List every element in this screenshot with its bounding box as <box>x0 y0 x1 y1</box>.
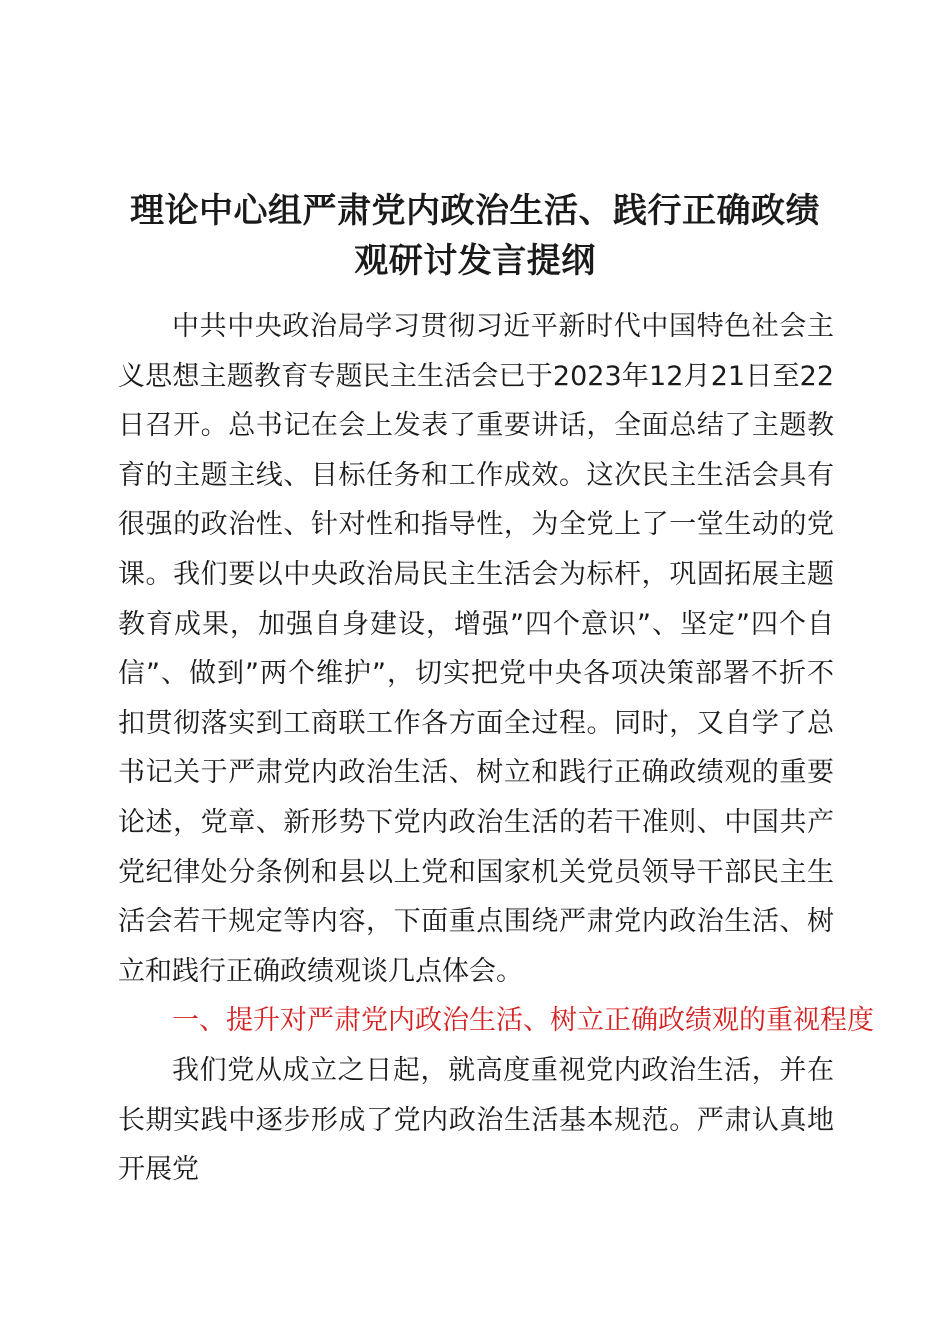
title-line-1: 理论中心组严肃党内政治生活、践行正确政绩 <box>130 191 820 231</box>
section-1-paragraph: 我们党从成立之日起，就高度重视党内政治生活，并在长期实践中逐步形成了党内政治生活基本规范。严肃认真地开展党 <box>118 1054 834 1186</box>
title-line-2: 观研讨发言提纲 <box>354 241 596 281</box>
document-title <box>110 186 840 286</box>
section-heading-1: 一、提升对严肃党内政治生活、树立正确政绩观的重视程度 <box>172 1005 874 1037</box>
intro-paragraph: 中共中央政治局学习贯彻习近平新时代中国特色社会主义思想主题教育专题民主生活会已于2023年12月21日至22日召开。总书记在会上发表了重要讲话，全面总结了主题教育的主题主线、目标任务和工作成效。这次民主生活会具有很强的政治性、针对性和指导性，为全党上了一堂生动的党课。我们要以中央政治局民主生活会为标杆，巩固拓展主题教育成果，加强自身建设，增强”四个意识”、坚定”四个自信”、做到”两个维护”，切实把党中央各项决策部署不折不扣贯彻落实到工商联工作各方面全过程。同时，又自学了总书记关于严肃党内政治生活、树立和践行正确政绩观的重要论述，党章、新形势下党内政治生活的若干准则、中国共产党纪律处分条例和县以上党和国家机关党员领导干部民主生活会若干规定等内容，下面重点围绕严肃党内政治生活、树立和践行正确政绩观谈几点体会。 <box>118 311 834 987</box>
document-body <box>118 302 874 1195</box>
